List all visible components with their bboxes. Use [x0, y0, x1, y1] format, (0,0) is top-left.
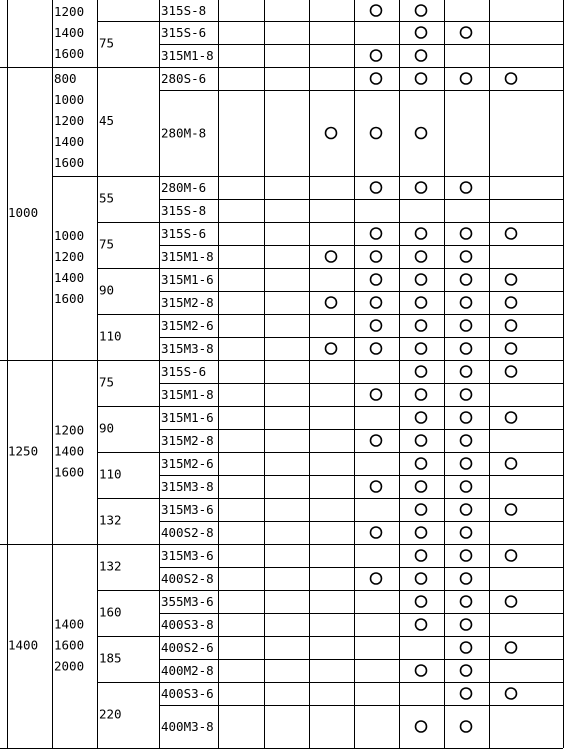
speed-value: 1600: [54, 291, 85, 306]
selection-mark: [416, 251, 427, 262]
selection-mark: [416, 320, 427, 331]
model-cell: 315M1-8: [161, 48, 214, 63]
speed-value: 2000: [54, 658, 85, 674]
model-cell: 315S-6: [161, 25, 207, 40]
speed-value: 1400: [54, 443, 85, 459]
model-cell: 315M1-8: [161, 249, 214, 264]
model-cell: 400M3-8: [161, 719, 214, 734]
model-cell: 315M2-8: [161, 295, 214, 310]
model-cell: 280M-6: [161, 180, 207, 195]
selection-mark: [416, 412, 427, 423]
selection-mark: [416, 504, 427, 515]
selection-mark: [371, 251, 382, 262]
model-cell: 315M1-6: [161, 272, 214, 287]
selection-mark: [371, 297, 382, 308]
selection-mark: [461, 389, 472, 400]
selection-mark: [506, 228, 517, 239]
power-cell: 220: [99, 706, 122, 722]
selection-mark: [416, 527, 427, 538]
selection-mark: [461, 573, 472, 584]
selection-mark: [371, 573, 382, 584]
selection-mark: [461, 251, 472, 262]
selection-mark: [461, 721, 472, 732]
frame-cell: 1000: [8, 205, 39, 220]
selection-mark: [326, 343, 337, 354]
selection-mark: [461, 665, 472, 676]
selection-mark: [506, 412, 517, 423]
frame-cell: 1250: [8, 443, 39, 459]
selection-mark: [371, 527, 382, 538]
selection-mark: [371, 343, 382, 354]
selection-mark: [461, 550, 472, 561]
table-text: [8, 3, 214, 734]
selection-mark: [506, 642, 517, 653]
power-cell: 160: [99, 604, 122, 620]
selection-mark: [371, 320, 382, 331]
selection-mark: [506, 73, 517, 84]
speed-value: 1400: [54, 25, 85, 40]
model-cell: 315M3-8: [161, 341, 214, 356]
selection-mark: [506, 297, 517, 308]
selection-mark: [506, 274, 517, 285]
speed-value: 1400: [54, 616, 85, 632]
selection-mark: [371, 50, 382, 61]
model-cell: 315M2-6: [161, 318, 214, 333]
selection-mark: [371, 481, 382, 492]
selection-mark: [506, 366, 517, 377]
selection-mark: [416, 481, 427, 492]
selection-mark: [461, 274, 472, 285]
selection-mark: [506, 688, 517, 699]
speed-value: 1400: [54, 270, 85, 285]
selection-mark: [416, 27, 427, 38]
model-cell: 315S-6: [161, 226, 207, 241]
model-cell: 400S2-8: [161, 525, 214, 540]
selection-mark: [416, 665, 427, 676]
model-cell: 315M2-6: [161, 456, 214, 471]
model-cell: 400S2-8: [161, 571, 214, 586]
selection-mark: [416, 721, 427, 732]
selection-mark: [416, 596, 427, 607]
selection-mark: [461, 481, 472, 492]
selection-mark: [416, 550, 427, 561]
selection-mark: [461, 527, 472, 538]
selection-mark: [371, 274, 382, 285]
selection-mark: [416, 435, 427, 446]
speed-value: 1400: [54, 134, 85, 149]
selection-mark: [416, 297, 427, 308]
selection-mark: [326, 297, 337, 308]
model-cell: 315M3-8: [161, 479, 214, 494]
selection-mark: [506, 343, 517, 354]
selection-mark: [371, 128, 382, 139]
power-cell: 132: [99, 512, 122, 528]
selection-mark: [416, 573, 427, 584]
speed-value: 1200: [54, 4, 85, 19]
selection-mark: [416, 128, 427, 139]
model-cell: 315S-6: [161, 364, 207, 379]
selection-mark: [506, 504, 517, 515]
power-cell: 110: [99, 328, 122, 344]
selection-mark: [506, 458, 517, 469]
selection-mark: [506, 596, 517, 607]
selection-mark: [371, 182, 382, 193]
model-cell: 315M2-8: [161, 433, 214, 448]
selection-mark: [416, 73, 427, 84]
selection-mark: [461, 688, 472, 699]
selection-mark: [461, 320, 472, 331]
power-cell: 185: [99, 650, 122, 666]
model-cell: 315M1-8: [161, 387, 214, 402]
selection-mark: [416, 228, 427, 239]
selection-mark: [416, 343, 427, 354]
selection-mark: [416, 458, 427, 469]
power-cell: 75: [99, 374, 115, 390]
speed-value: 1600: [54, 46, 85, 61]
selection-mark: [371, 5, 382, 16]
selection-mark: [371, 435, 382, 446]
selection-mark: [506, 550, 517, 561]
model-cell: 400S2-6: [161, 640, 214, 655]
selection-mark: [461, 458, 472, 469]
model-cell: 315M3-6: [161, 548, 214, 563]
selection-mark: [416, 182, 427, 193]
model-cell: 315M1-6: [161, 410, 214, 425]
speed-value: 1600: [54, 464, 85, 480]
selection-mark: [461, 27, 472, 38]
model-cell: 400M2-8: [161, 663, 214, 678]
speed-value: 1000: [54, 92, 85, 107]
selection-mark: [371, 73, 382, 84]
power-cell: 110: [99, 466, 122, 482]
selection-mark: [461, 596, 472, 607]
selection-mark: [461, 182, 472, 193]
power-cell: 132: [99, 558, 122, 574]
selection-mark: [371, 228, 382, 239]
selection-mark: [461, 343, 472, 354]
model-cell: 400S3-8: [161, 617, 214, 632]
speed-value: 800: [54, 71, 77, 86]
speed-value: 1600: [54, 155, 85, 170]
selection-mark: [416, 50, 427, 61]
model-cell: 315M3-6: [161, 502, 214, 517]
selection-mark: [416, 274, 427, 285]
selection-mark: [326, 128, 337, 139]
selection-mark: [326, 251, 337, 262]
speed-value: 1200: [54, 249, 85, 264]
power-cell: 75: [99, 236, 115, 252]
selection-mark: [371, 389, 382, 400]
selection-mark: [416, 366, 427, 377]
power-cell: 90: [99, 420, 115, 436]
selection-mark: [461, 73, 472, 84]
power-cell: 45: [99, 113, 115, 128]
speed-value: 1200: [54, 113, 85, 128]
selection-mark: [461, 642, 472, 653]
selection-mark: [461, 366, 472, 377]
selection-mark: [416, 389, 427, 400]
selection-mark: [461, 504, 472, 515]
speed-value: 1200: [54, 422, 85, 438]
model-cell: 315S-8: [161, 203, 207, 218]
selection-mark: [461, 297, 472, 308]
model-cell: 315S-8: [161, 3, 207, 18]
selection-mark: [461, 412, 472, 423]
selection-mark: [416, 5, 427, 16]
selection-mark: [416, 619, 427, 630]
power-cell: 75: [99, 35, 115, 51]
model-cell: 280S-6: [161, 71, 207, 86]
model-cell: 355M3-6: [161, 594, 214, 609]
speed-value: 1000: [54, 228, 85, 243]
selection-mark: [506, 320, 517, 331]
model-cell: 280M-8: [161, 125, 207, 141]
speed-value: 1600: [54, 637, 85, 653]
power-cell: 55: [99, 190, 115, 206]
power-cell: 90: [99, 282, 115, 298]
model-cell: 400S3-6: [161, 686, 214, 701]
selection-mark: [461, 228, 472, 239]
frame-cell: 1400: [8, 637, 39, 653]
selection-mark: [461, 619, 472, 630]
selection-mark: [461, 435, 472, 446]
